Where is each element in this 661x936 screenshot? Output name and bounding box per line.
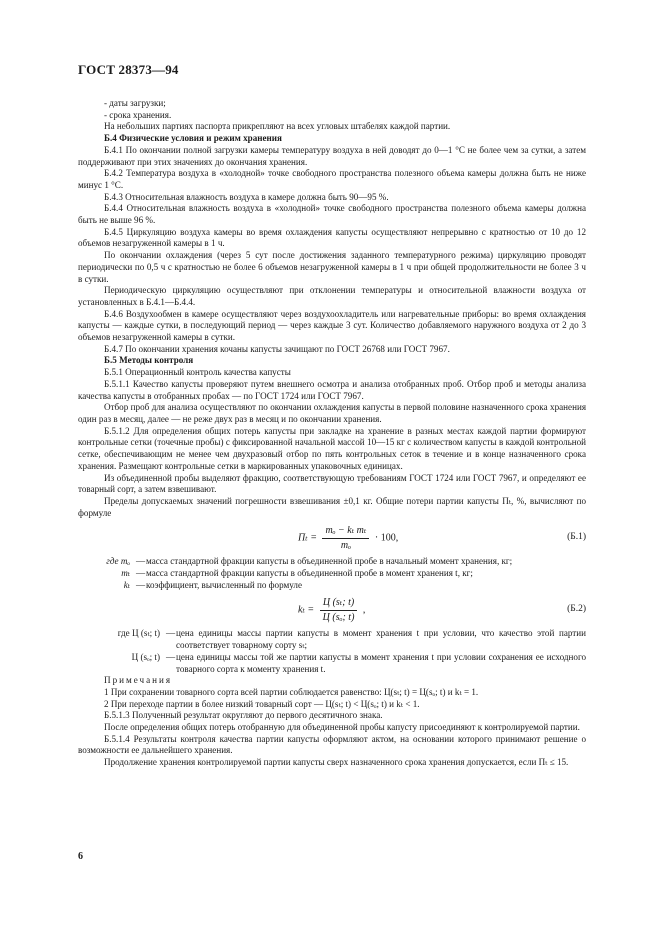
paragraph: Б.5.1.2 Для определения общих потерь капусты при закладке на хранение в разных местах каждой партии формируют контрольные сетки (точечные пробы) с фиксированной начальной массой 10—15 кг с количеством капусты в каждой контрольной сетке, обеспечивающим не менее чем двухразовый отбор по пять контрольных сеток в течение и в конце назначенного срока хранения. Размещают контрольные сетки в маркированных упаковочных единицах. [78, 425, 586, 471]
definition-symbol: Ц (sₒ; t) [131, 651, 160, 662]
paragraph: Из объединенной пробы выделяют фракцию, соответствующую требованиям ГОСТ 1724 или ГОСТ 7967, и определяют ее товарный сорт, а затем взвешивают. [78, 472, 586, 495]
note-item: 1 При сохранении товарного сорта всей партии соблюдается равенство: Ц(sₜ; t) = Ц(sₒ; t) и kₜ = 1. [104, 686, 479, 697]
formula-b1-lhs: Пₜ = [298, 532, 317, 544]
section-b5-paragraphs [78, 367, 586, 519]
symbol-definition [78, 580, 586, 592]
definition-dash: — [136, 579, 146, 590]
formula-b1-denominator: mₒ [340, 540, 351, 552]
definition-symbol: kₜ [123, 579, 130, 590]
paragraph: Б.4.3 Относительная влажность воздуха в камере должна быть 90—95 %. [104, 191, 389, 202]
formula-b2-definitions [78, 628, 586, 675]
paragraph: На небольших партиях паспорта прикрепляют на всех угловых штабелях каждой партии. [104, 121, 451, 132]
definition-text: масса стандартной фракции капусты в объединенной пробе в момент хранения t, кг; [146, 568, 473, 579]
symbol-definition [78, 628, 586, 651]
notes-list [78, 687, 586, 710]
notes-title: Примечания [104, 675, 173, 686]
definition-text: масса стандартной фракции капусты в объединенной пробе в начальный момент хранения, кг; [146, 556, 513, 567]
definition-dash: — [136, 568, 146, 579]
paragraph: Пределы допускаемых значений погрешности взвешивания ±0,1 кг. Общие потери партии капусты Пₜ, %, вычисляют по формуле [78, 495, 586, 518]
paragraph: Б.5.1.3 Полученный результат округляют до первого десятичного знака. [104, 710, 383, 721]
definition-symbol: mₜ [121, 568, 130, 579]
formula-b1-number: (Б.1) [567, 532, 586, 543]
intro-paragraphs [78, 98, 586, 133]
definition-dash: — [166, 628, 176, 639]
definition-symbol: где Ц (sₜ; t) [117, 628, 160, 639]
note-item: 2 При переходе партии в более низкий товарный сорт — Ц(sₜ; t) < Ц(sₒ; t) и kₜ < 1. [104, 698, 420, 709]
formula-b2-fraction [320, 597, 358, 623]
paragraph: Б.4.7 По окончании хранения кочаны капусты зачищают по ГОСТ 26768 или ГОСТ 7967. [104, 343, 450, 354]
definition-text: коэффициент, вычисленный по формуле [146, 579, 302, 590]
symbol-definition [78, 652, 586, 675]
document-body [78, 98, 586, 769]
paragraph: - срока хранения. [104, 109, 172, 120]
definition-text: цена единицы массы той же партии капусты в момент хранения t при условии сохранения ее исходного товарного сорта к моменту хранения t. [176, 651, 586, 674]
definition-symbol: где mₒ [106, 556, 130, 567]
paragraph: Отбор проб для анализа осуществляют по окончании охлаждения капусты в первой половине назначенного срока хранения один раз в месяц, далее — не реже двух раз в месяц и по окончании хранения. [78, 402, 586, 424]
paragraph: Б.4.2 Температура воздуха в «холодной» точке свободного пространства полезного объема камеры должна быть не ниже минус 1 °С. [78, 168, 586, 190]
definition-text: цена единицы массы партии капусты в момент хранения t при условии, что качество этой партии соответствует товарному сорту sₜ; [176, 628, 586, 651]
paragraph: Продолжение хранения контролируемой партии капусты сверх назначенного срока хранения допускается, если Пₜ ≤ 15. [104, 757, 569, 768]
paragraph: Б.4.6 Воздухообмен в камере осуществляют через воздухоохладитель или нагревательные приборы: во время охлаждения капусты — каждые сутки, в последующий период — через каждые 3 сут. Количество добавляемого наружного воздуха от 2 до 3 объемов незагруженной камеры в сутки. [78, 308, 586, 343]
paragraph: Б.5.1 Операционный контроль качества капусты [104, 367, 291, 378]
paragraph: После определения общих потерь отобранную для объединенной пробы капусту присоединяют к контролируемой партии. [104, 722, 580, 733]
definition-dash: — [166, 651, 176, 662]
section-heading-b5: Б.5 Методы контроля [104, 355, 194, 366]
formula-b1-fraction [322, 525, 369, 551]
closing-paragraphs [78, 710, 586, 769]
paragraph: По окончании охлаждения (через 5 сут после достижения заданного температурного режима) циркуляцию проводят периодически по 0,5 ч с кратностью не более 6 объемов незагруженной камеры в 1 ч при общей продолжительности не более 3 ч в сутки. [78, 250, 586, 284]
formula-b2-tail: , [362, 604, 366, 616]
paragraph: - даты загрузки; [104, 98, 166, 108]
formula-b1-expression [298, 525, 398, 551]
definition-dash: — [136, 556, 146, 567]
formula-b2-lhs: kₜ = [298, 604, 315, 616]
symbol-definition [78, 556, 586, 568]
formula-b2-denominator: Ц (sₒ; t) [322, 612, 355, 624]
paragraph: Б.4.4 Относительная влажность воздуха в «холодной» точке свободного пространства полезного объема камеры должна быть не выше 96 %. [78, 203, 586, 226]
formula-b2-numerator: Ц (sₜ; t) [320, 597, 358, 611]
document-header: ГОСТ 28373—94 [78, 62, 179, 77]
formula-b1-numerator: mₒ − kₜ mₜ [322, 525, 369, 539]
paragraph: Б.4.1 По окончании полной загрузки камеры температуру воздуха в ней доводят до 0—1 °С не более чем за сутки, а затем поддерживают при этих значениях до окончания хранения. [78, 144, 586, 167]
section-heading-b4: Б.4 Физические условия и режим хранения [104, 133, 282, 144]
paragraph: Б.4.5 Циркуляцию воздуха камеры во время охлаждения капусты осуществляют непрерывно с кратностью от 10 до 12 объемов незагруженной камеры в 1 ч. [78, 226, 586, 249]
paragraph: Б.5.1.4 Результаты контроля качества партии капусты оформляют актом, на основании которого принимают решение о возможности ее дальнейшего хранения. [78, 733, 586, 756]
symbol-definition [78, 568, 586, 580]
page-number: 6 [78, 851, 83, 862]
paragraph: Периодическую циркуляцию осуществляют при отклонении температуры и относительной влажности воздуха от установленных в Б.4.1—Б.4.4. [78, 285, 586, 307]
formula-b2-expression [298, 597, 365, 623]
formula-b1 [78, 523, 586, 553]
formula-b1-definitions [78, 556, 586, 591]
formula-b2-number: (Б.2) [567, 604, 586, 615]
formula-b1-tail: · 100, [374, 532, 399, 544]
section-b4-paragraphs [78, 145, 586, 356]
paragraph: Б.5.1.1 Качество капусты проверяют путем внешнего осмотра и анализа отобранных проб. Отбор проб и методы анализа качества капусты в отобранных пробах — по ГОСТ 1724 или ГОСТ 7967. [78, 378, 586, 401]
formula-b2 [78, 595, 586, 625]
